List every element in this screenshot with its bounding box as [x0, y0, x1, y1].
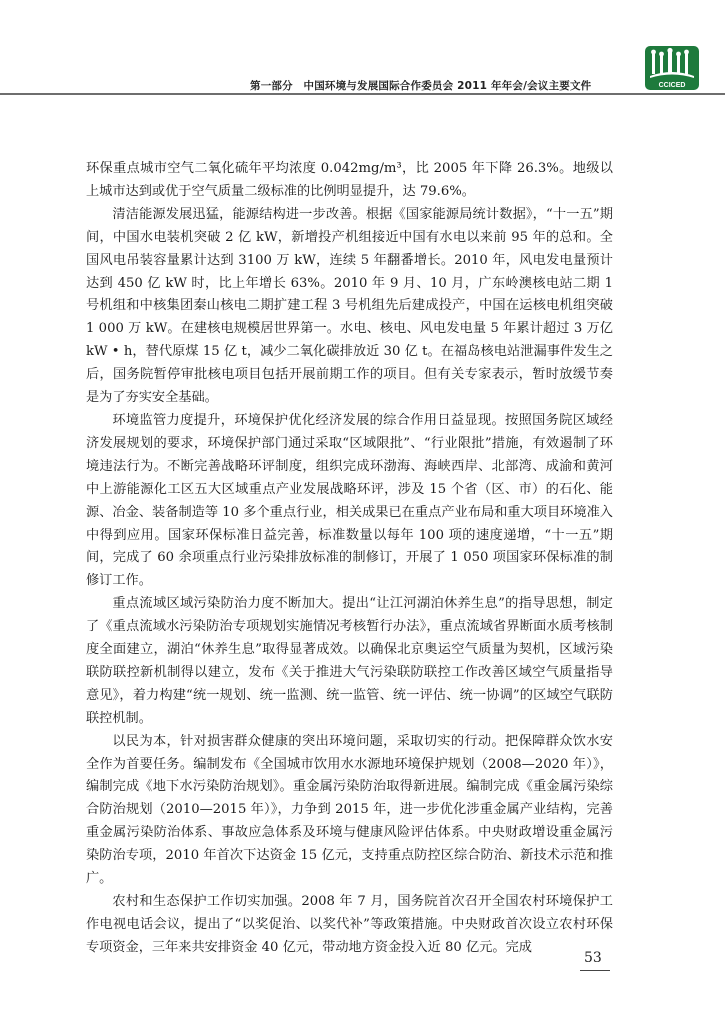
- page-number-rule: [580, 970, 610, 971]
- cciced-logo: [645, 46, 699, 90]
- paragraph-2: 清洁能源发展迅猛，能源结构进一步改善。根据《国家能源局统计数据》，“十一五”期间，中国水电装机突破 2 亿 kW，新增投产机组接近中国有水电以来前 95 年的总和。全国风电吊装容量累计达到 3100 万 kW，连续 5 年翻番增长。2010 年，风电发电量预计达到 450 亿 kW 时，比上年增长 63%。2010 年 9 月、10 月，广东岭澳核电站二期 1 号机组和中核集团秦山核电二期扩建工程 3 号机组先后建成投产，中国在运核电机组突破 1 000 万 kW。在建核电规模居世界第一。水电、核电、风电发电量 5 年累计超过 3 万亿 kW • h，替代原煤 15 亿 t，减少二氧化碳排放近 30 亿 t。在福岛核电站泄漏事件发生之后，国务院暂停审批核电项目包括开展前期工作的项目。但有关专家表示，暂时放缓节奏是为了夯实安全基础。: [86, 206, 613, 406]
- running-header: 第一部分 中国环境与发展国际合作委员会 2011 年年会/会议主要文件: [250, 80, 592, 92]
- header-rule: [0, 93, 725, 95]
- page-number: 53: [584, 950, 602, 966]
- paragraph-6: 农村和生态保护工作切实加强。2008 年 7 月，国务院首次召开全国农村环境保护工作电视电话会议，提出了“以奖促治、以奖代补”等政策措施。中央财政首次设立农村环保专项资金，三年来共安排资金 40 亿元，带动地方资金投入近 80 亿元。完成: [86, 894, 613, 955]
- body-text: [86, 158, 613, 960]
- paragraph-4: 重点流域区域污染防治力度不断加大。提出“让江河湖泊休养生息”的指导思想，制定了《重点流域水污染防治专项规划实施情况考核暂行办法》，重点流域省界断面水质考核制度全面建立，湖泊“休养生息”取得显著成效。以确保北京奥运空气质量为契机，区域污染联防联控新机制得以建立，发布《关于推进大气污染联防联控工作改善区域空气质量指导意见》，着力构建“统一规划、统一监测、统一监管、统一评估、统一协调”的区域空气联防联控机制。: [86, 596, 613, 726]
- paragraph-5: 以民为本，针对损害群众健康的突出环境问题，采取切实的行动。把保障群众饮水安全作为首要任务。编制发布《全国城市饮用水水源地环境保护规划（2008—2020 年）》，编制完成《地下水污染防治规划》。重金属污染防治取得新进展。编制完成《重金属污染综合防治规划（2010—2015 年）》，力争到 2015 年，进一步优化涉重金属产业结构，完善重金属污染防治体系、事故应急体系及环境与健康风险评估体系。中央财政增设重金属污染防治专项，2010 年首次下达资金 15 亿元，支持重点防控区综合防治、新技术示范和推广。: [86, 733, 613, 887]
- paragraph-1: 环保重点城市空气二氧化硫年平均浓度 0.042mg/m³，比 2005 年下降 26.3%。地级以上城市达到或优于空气质量二级标准的比例明显提升，达 79.6%。: [86, 161, 613, 199]
- paragraph-3: 环境监管力度提升，环境保护优化经济发展的综合作用日益显现。按照国务院区域经济发展规划的要求，环境保护部门通过采取“区域限批”、“行业限批”措施，有效遏制了环境违法行为。不断完善战略环评制度，组织完成环渤海、海峡西岸、北部湾、成渝和黄河中上游能源化工区五大区域重点产业发展战略环评，涉及 15 个省（区、市）的石化、能源、冶金、装备制造等 10 多个重点行业，相关成果已在重点产业布局和重大项目环境准入中得到应用。国家环保标准日益完善，标准数量以每年 100 项的速度递增，“十一五”期间，完成了 60 余项重点行业污染排放标准的制修订，开展了 1 050 项国家环保标准的制修订工作。: [86, 412, 613, 589]
- logo-label: CCICED: [658, 82, 686, 89]
